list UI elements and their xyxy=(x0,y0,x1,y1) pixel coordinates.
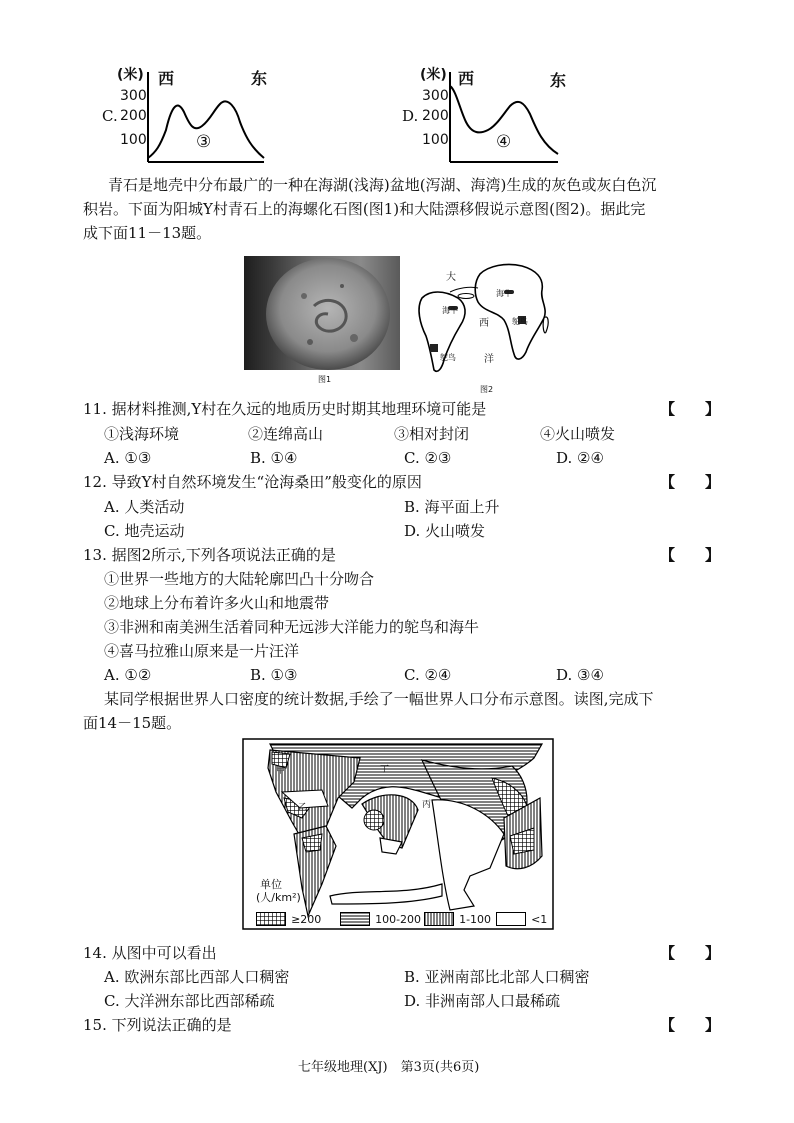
profile-c-marker: ③ xyxy=(196,132,212,152)
profile-c xyxy=(100,60,280,168)
profile-d-unit: (米) xyxy=(420,67,447,83)
legend-label: <1 xyxy=(531,913,548,926)
q12-option-a[interactable]: A. 人类活动 xyxy=(104,498,185,516)
popmap-legend-lt1 xyxy=(496,908,547,927)
q13-item-4: ④喜马拉雅山原来是一片汪洋 xyxy=(104,642,300,660)
fig2-label-hainiu-1: 海牛 xyxy=(496,289,512,298)
profile-d-letter: D. xyxy=(402,107,419,125)
profile-d-graph xyxy=(400,60,580,168)
q12-option-c[interactable]: C. 地壳运动 xyxy=(104,522,185,540)
q11-option-c[interactable]: C. ②③ xyxy=(404,449,452,467)
intro2-line2: 面14－15题。 xyxy=(83,714,182,732)
fig2-label-da: 大 xyxy=(446,272,456,283)
profile-d-tick-100: 100 xyxy=(422,132,449,148)
q12-stem: 12. 导致Y村自然环境发生“沧海桑田”般变化的原因 xyxy=(83,473,422,491)
legend-label: 1-100 xyxy=(459,913,492,926)
profile-c-tick-200: 200 xyxy=(120,108,147,124)
intro2-line1: 某同学根据世界人口密度的统计数据,手绘了一幅世界人口分布示意图。读图,完成下 xyxy=(104,690,654,708)
profile-c-west: 西 xyxy=(158,69,175,88)
popmap-label-yi: 乙 xyxy=(298,803,308,813)
q13-option-a[interactable]: A. ①② xyxy=(104,666,152,684)
profile-c-graph xyxy=(100,60,280,168)
profile-c-east: 东 xyxy=(251,69,268,88)
q13-option-c[interactable]: C. ②④ xyxy=(404,666,452,684)
q11-item-1: ①浅海环境 xyxy=(104,425,180,443)
q11-item-4: ④火山喷发 xyxy=(540,425,616,443)
legend-label: ≥200 xyxy=(291,913,322,926)
q11-stem: 11. 据材料推测,Y村在久远的地质历史时期其地理环境可能是 xyxy=(83,400,487,418)
intro1-line2: 积岩。下面为阳城Y村青石上的海螺化石图(图1)和大陆漂移假说示意图(图2)。据此完 xyxy=(83,200,646,218)
popmap-legend-ge200 xyxy=(256,908,321,927)
ostrich-icon-america xyxy=(430,344,438,352)
q13-answer-bracket[interactable]: 【 】 xyxy=(660,546,721,564)
profile-d-tick-300: 300 xyxy=(422,88,449,104)
q13-item-2: ②地球上分布着许多火山和地震带 xyxy=(104,594,330,612)
popmap-unit-title: 单位 xyxy=(260,878,282,891)
fig2-label-tuoniao-2: 鸵鸟 xyxy=(440,353,456,362)
q14-option-a[interactable]: A. 欧洲东部比西部人口稠密 xyxy=(104,968,290,986)
profile-c-tick-100: 100 xyxy=(120,132,147,148)
profile-d-west: 西 xyxy=(458,69,475,88)
q13-item-3: ③非洲和南美洲生活着同种无远涉大洋能力的鸵鸟和海牛 xyxy=(104,618,480,636)
q12-answer-bracket[interactable]: 【 】 xyxy=(660,473,721,491)
q12-option-d[interactable]: D. 火山喷发 xyxy=(404,522,486,540)
q11-option-b[interactable]: B. ①④ xyxy=(250,449,298,467)
profile-c-unit: (米) xyxy=(117,67,144,83)
q13-option-d[interactable]: D. ③④ xyxy=(556,666,604,684)
q11-item-2: ②连绵高山 xyxy=(248,425,324,443)
fig2-label-xi: 西 xyxy=(479,318,489,329)
fig1-caption: 图1 xyxy=(318,375,332,384)
fig2-label-tuoniao-1: 鸵鸟 xyxy=(512,317,528,326)
africa xyxy=(475,264,545,359)
q14-answer-bracket[interactable]: 【 】 xyxy=(660,944,721,962)
profile-d-tick-200: 200 xyxy=(422,108,449,124)
q15-answer-bracket[interactable]: 【 】 xyxy=(660,1016,721,1034)
intro1-line3: 成下面11－13题。 xyxy=(83,224,212,242)
q14-option-c[interactable]: C. 大洋洲东部比西部稀疏 xyxy=(104,992,275,1010)
intro1-line1: 青石是地壳中分布最广的一种在海湖(浅海)盆地(泻湖、海湾)生成的灰色或灰白色沉 xyxy=(108,176,657,194)
legend-label: 100-200 xyxy=(375,913,422,926)
popmap-label-bing: 丙 xyxy=(422,800,432,810)
q11-option-d[interactable]: D. ②④ xyxy=(556,449,604,467)
profile-d-marker: ④ xyxy=(496,132,512,152)
popmap-legend-1-100 xyxy=(424,908,491,927)
fig2-label-hainiu-2: 海牛 xyxy=(442,306,458,315)
q13-item-1: ①世界一些地方的大陆轮廓凹凸十分吻合 xyxy=(104,570,375,588)
q12-option-b[interactable]: B. 海平面上升 xyxy=(404,498,500,516)
profile-d-east: 东 xyxy=(550,71,567,90)
profile-c-tick-300: 300 xyxy=(120,88,147,104)
q11-option-a[interactable]: A. ①③ xyxy=(104,449,152,467)
fossil-photo xyxy=(244,256,400,370)
q11-item-3: ③相对封闭 xyxy=(394,425,470,443)
q14-option-d[interactable]: D. 非洲南部人口最稀疏 xyxy=(404,992,561,1010)
q13-stem: 13. 据图2所示,下列各项说法正确的是 xyxy=(83,546,336,564)
popmap-unit: (人/km²) xyxy=(256,891,301,904)
q15-stem: 15. 下列说法正确的是 xyxy=(83,1016,232,1034)
q14-option-b[interactable]: B. 亚洲南部比北部人口稠密 xyxy=(404,968,590,986)
page-footer: 七年级地理(XJ) 第3页(共6页) xyxy=(298,1060,480,1075)
popmap-legend-100-200 xyxy=(340,908,421,927)
profile-d xyxy=(400,60,580,168)
popmap-label-jia: 甲 xyxy=(276,766,286,776)
profile-c-letter: C. xyxy=(102,107,118,125)
q13-option-b[interactable]: B. ①③ xyxy=(250,666,298,684)
popmap-label-ding: 丁 xyxy=(380,765,390,775)
q11-answer-bracket[interactable]: 【 】 xyxy=(660,400,721,418)
fig2-caption: 图2 xyxy=(480,385,494,394)
fig2-label-yang: 洋 xyxy=(484,354,494,365)
q14-stem: 14. 从图中可以看出 xyxy=(83,944,217,962)
